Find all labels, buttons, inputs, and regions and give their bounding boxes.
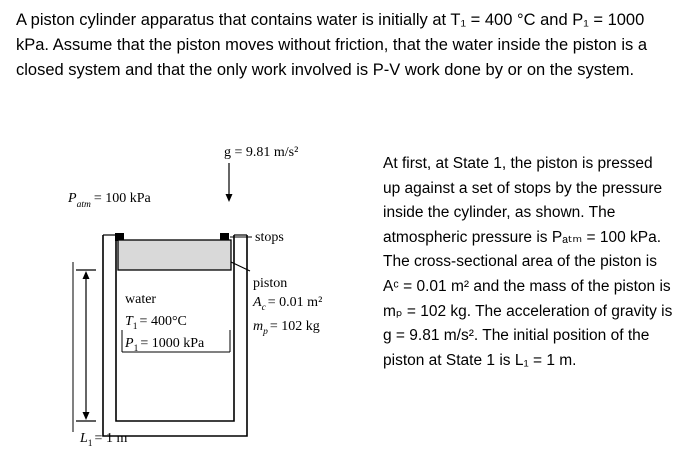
gravity-arrowhead <box>226 194 233 202</box>
length-arrowhead-up <box>83 271 90 279</box>
stops-label: stops <box>255 230 284 245</box>
piston-label: piston <box>253 276 288 291</box>
length-arrowhead-down <box>83 412 90 420</box>
length-subscript: 1 <box>87 439 93 449</box>
gravity-label: g = 9.81 m/s² <box>224 145 299 160</box>
mass-symbol: m <box>253 319 264 334</box>
pressure-value: = 1000 kPa <box>140 336 205 351</box>
pressure-label <box>124 336 205 354</box>
patm-subscript: atm <box>76 200 91 210</box>
temperature-label <box>125 314 187 332</box>
water-label: water <box>125 292 157 307</box>
mass-value: = 102 kg <box>269 319 320 334</box>
mass-subscript: p <box>263 327 268 337</box>
patm-value: = 100 kPa <box>93 191 151 206</box>
temperature-subscript: 1 <box>132 322 138 332</box>
length-value: = 1 m <box>94 431 128 446</box>
temperature-symbol: T <box>125 314 133 329</box>
problem-statement: A piston cylinder apparatus that contains water is initially at T₁ = 400 °C and P₁ = 1000 kPa. Assume that the piston moves without friction, that the water inside the piston is a closed system and that the only work involved is P-V work done by or on the system. <box>16 11 647 79</box>
area-value: = 0.01 m² <box>267 295 323 310</box>
length-symbol: L <box>80 431 88 446</box>
length-label <box>79 431 127 449</box>
temperature-value: = 400°C <box>139 314 187 329</box>
patm-label <box>67 191 151 210</box>
piston <box>118 240 231 270</box>
area-label <box>252 295 322 313</box>
pressure-subscript: 1 <box>133 344 139 354</box>
area-symbol: A <box>253 295 262 310</box>
patm-symbol: P <box>68 191 77 206</box>
pressure-symbol: P <box>125 336 134 351</box>
mass-label <box>253 319 320 337</box>
state-description: At first, at State 1, the piston is pressed up against a set of stops by the pressure inside the cylinder, as shown. The atmospheric pressure is Pₐₜₘ = 100 kPa. The cross-sectional area of the piston is Aᶜ = 0.01 m² and the mass of the piston is mₚ = 102 kg. The acceleration of gravity is g = 9.81 m/s². The initial position of the piston at State 1 is L₁ = 1 m. <box>383 155 673 369</box>
area-subscript: c <box>261 303 266 313</box>
